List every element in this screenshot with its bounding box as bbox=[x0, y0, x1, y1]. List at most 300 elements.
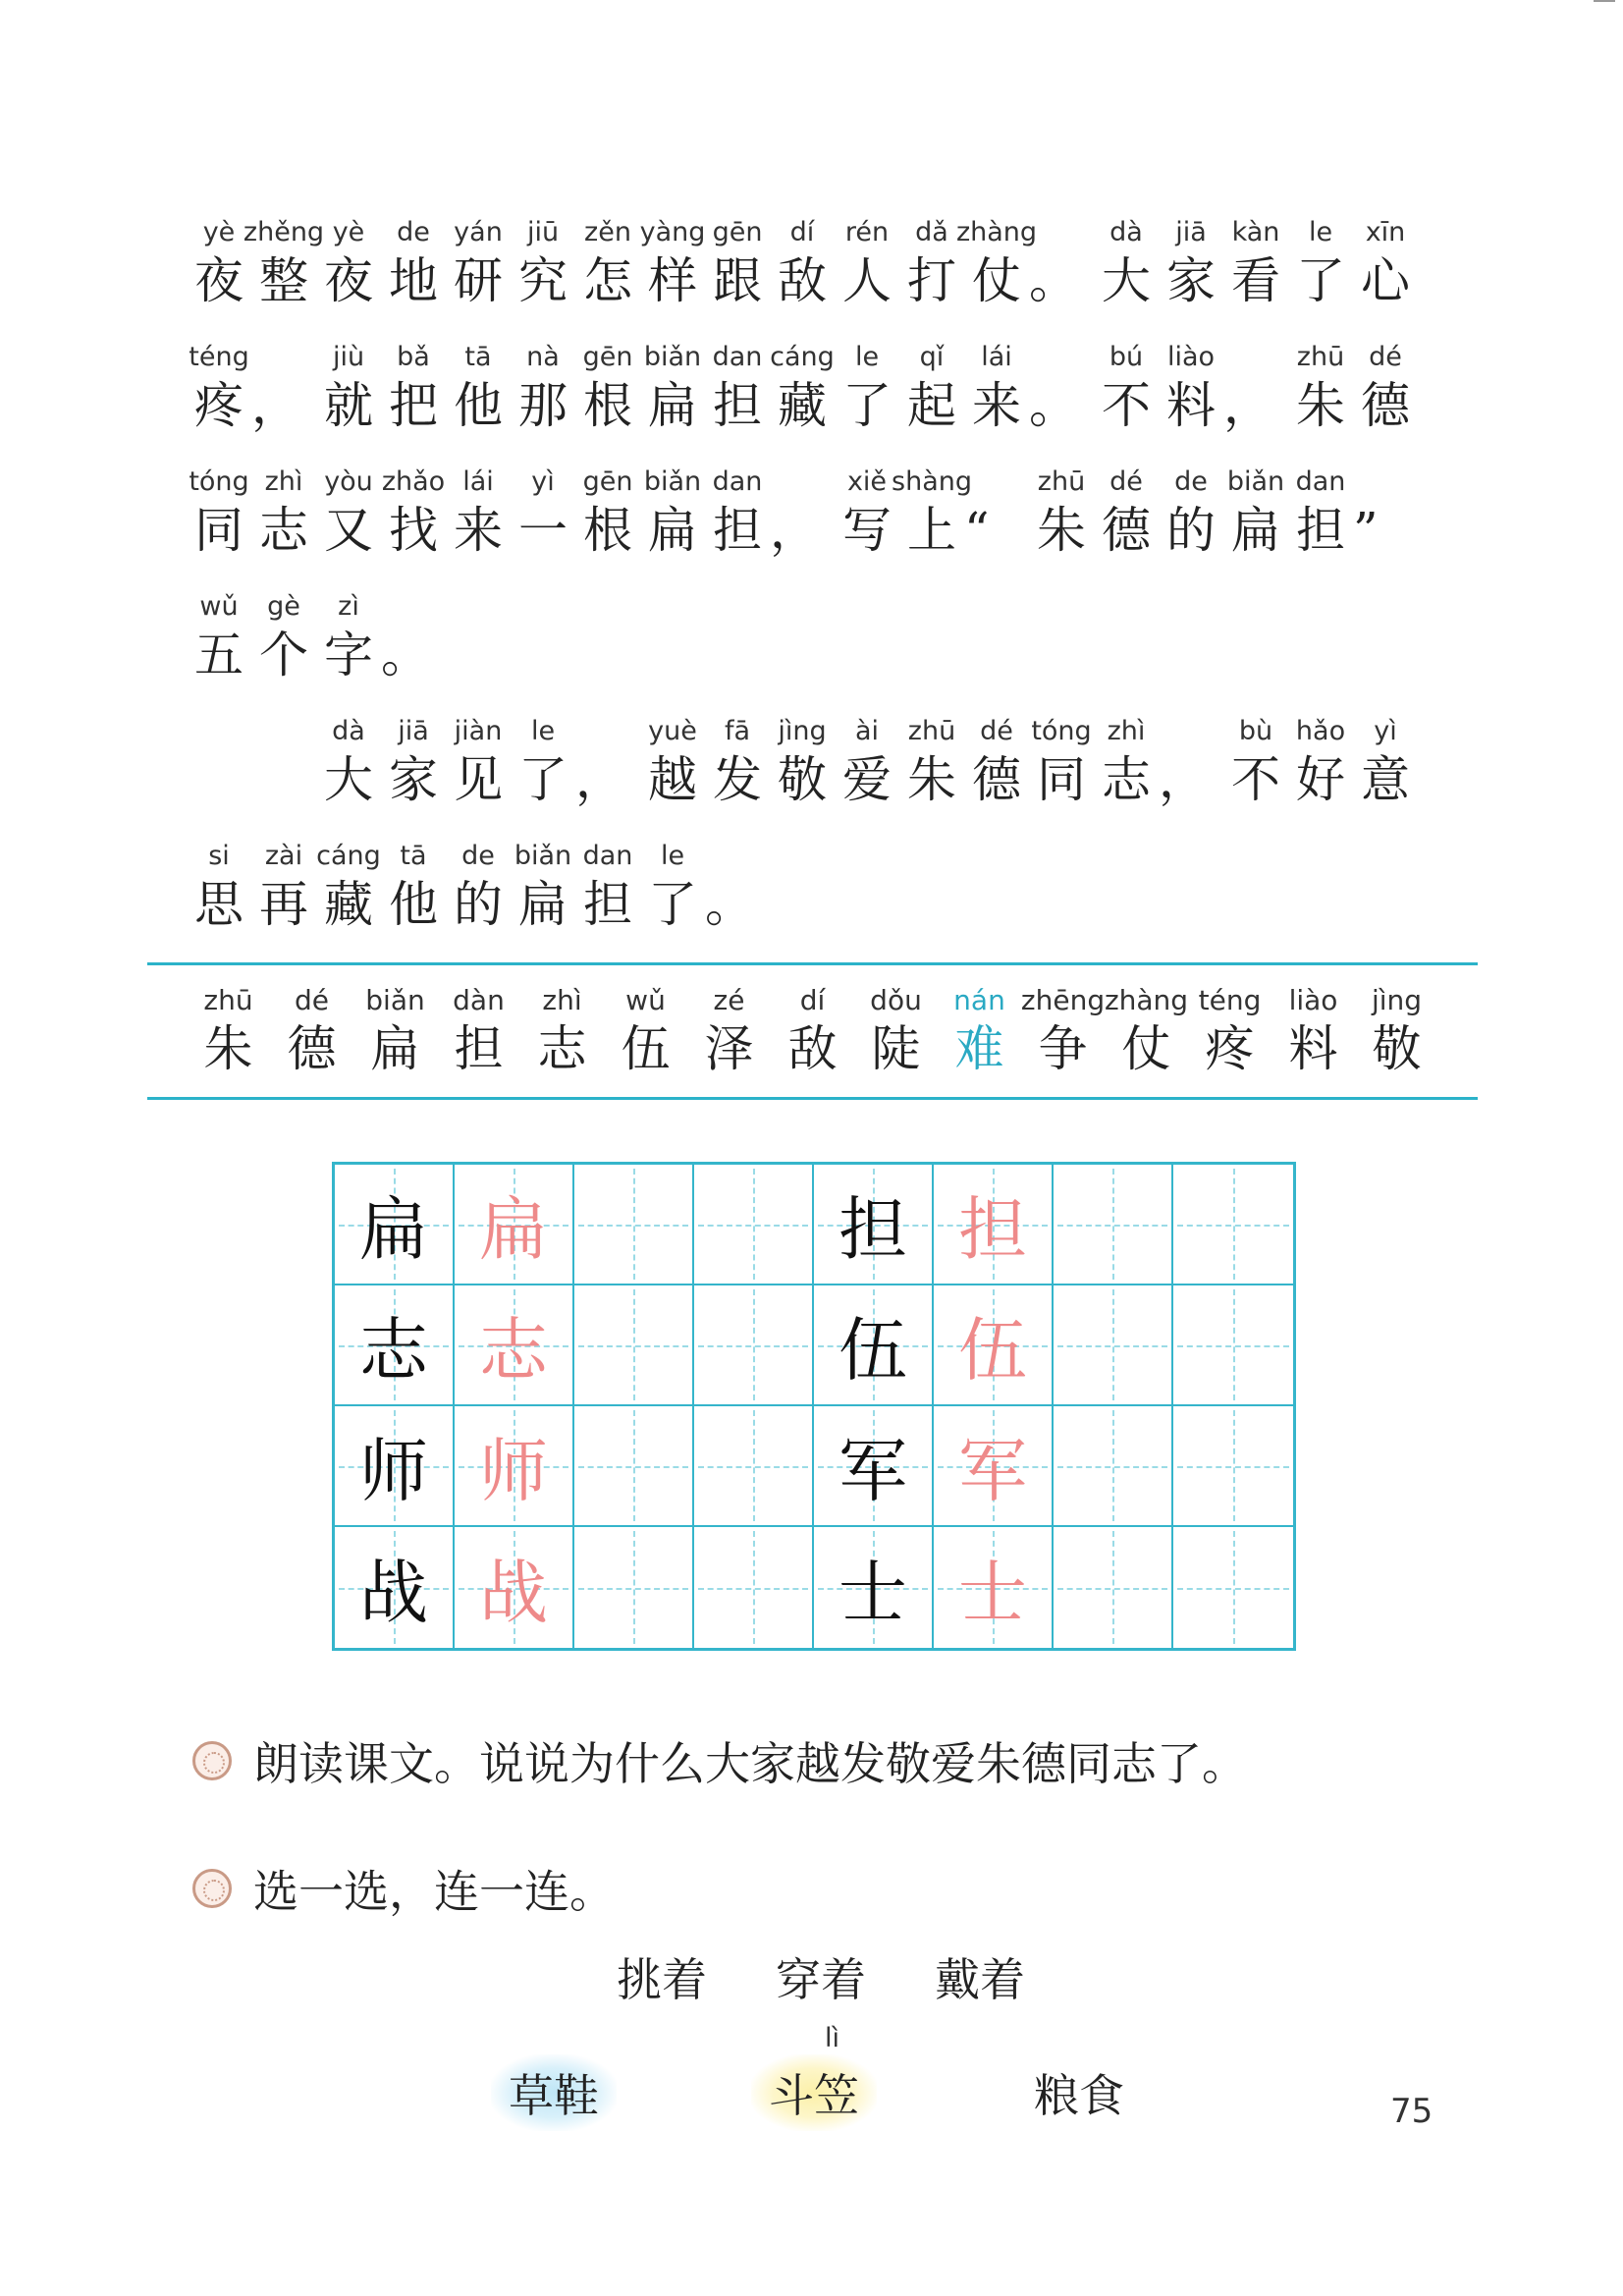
pinyin: gēn bbox=[582, 466, 633, 497]
ruby-character bbox=[640, 215, 705, 311]
ruby-character bbox=[770, 340, 835, 436]
hanzi: 扁 bbox=[518, 876, 568, 933]
hanzi: 扁 bbox=[1231, 502, 1280, 559]
hanzi: 家 bbox=[1166, 252, 1216, 309]
hanzi: 不 bbox=[1231, 751, 1280, 808]
grid-cell bbox=[335, 1165, 455, 1285]
empty-practice-cell[interactable] bbox=[694, 1285, 814, 1406]
ruby-character bbox=[316, 340, 381, 436]
pinyin: le bbox=[1308, 217, 1333, 247]
hanzi: 又 bbox=[324, 502, 373, 559]
hanzi: ， bbox=[1159, 751, 1208, 808]
pinyin: tóng bbox=[189, 466, 249, 497]
hanzi: 字 bbox=[324, 627, 373, 683]
hanzi: 怎 bbox=[583, 252, 632, 309]
hanzi: ， bbox=[251, 377, 300, 434]
empty-practice-cell[interactable] bbox=[1173, 1285, 1293, 1406]
ruby-character bbox=[1094, 215, 1159, 311]
ruby-character bbox=[705, 215, 770, 311]
ruby-character bbox=[187, 340, 251, 436]
pinyin: biǎn bbox=[514, 841, 572, 871]
ruby-character bbox=[511, 340, 575, 436]
hanzi: 扁 bbox=[648, 502, 697, 559]
pinyin: jìng bbox=[778, 716, 827, 746]
hanzi: 他 bbox=[389, 876, 438, 933]
vocab-pinyin: zhàng bbox=[1104, 984, 1189, 1016]
ruby-character bbox=[446, 465, 511, 561]
vocab-character bbox=[353, 983, 437, 1079]
hanzi: 一 bbox=[518, 502, 568, 559]
noun-item[interactable]: 草鞋 bbox=[491, 2054, 617, 2131]
vocab-pinyin: téng bbox=[1198, 984, 1262, 1016]
hanzi: 了 bbox=[1296, 252, 1345, 309]
ruby-character bbox=[1094, 714, 1159, 810]
ruby-character bbox=[1094, 340, 1159, 436]
hanzi: 打 bbox=[907, 252, 956, 309]
hanzi: 。 bbox=[705, 876, 754, 933]
pinyin: zhū bbox=[1296, 342, 1345, 372]
empty-practice-cell[interactable] bbox=[694, 1406, 814, 1527]
hanzi: 朱 bbox=[907, 751, 956, 808]
pinyin: zài bbox=[264, 841, 303, 871]
hanzi: 担 bbox=[713, 377, 762, 434]
vocab-pinyin: nán bbox=[953, 984, 1005, 1016]
vocab-pinyin: biǎn bbox=[365, 984, 425, 1016]
vocab-character bbox=[1188, 983, 1271, 1079]
pinyin: yè bbox=[202, 217, 236, 247]
vocab-hanzi: 疼 bbox=[1205, 1020, 1255, 1077]
empty-practice-cell[interactable] bbox=[574, 1527, 694, 1648]
pinyin: jiū bbox=[526, 217, 560, 247]
grid-cell bbox=[335, 1285, 455, 1406]
ruby-character bbox=[770, 215, 835, 311]
ruby-character bbox=[770, 714, 835, 810]
grid-cell bbox=[814, 1527, 934, 1648]
ruby-character bbox=[446, 839, 511, 935]
vocab-character bbox=[854, 983, 938, 1079]
model-character: 士 bbox=[839, 1553, 907, 1633]
pinyin: cáng bbox=[316, 841, 381, 871]
punctuation bbox=[1353, 465, 1418, 561]
hanzi: 敬 bbox=[778, 751, 827, 808]
model-character: 战 bbox=[359, 1553, 428, 1633]
vocab-hanzi: 敬 bbox=[1372, 1020, 1422, 1077]
ruby-character bbox=[640, 340, 705, 436]
vocab-character bbox=[520, 983, 604, 1079]
hanzi: 那 bbox=[518, 377, 568, 434]
vocab-pinyin: dé bbox=[295, 984, 329, 1016]
hanzi: 地 bbox=[389, 252, 438, 309]
page-number: 75 bbox=[1390, 2092, 1434, 2131]
hanzi: 志 bbox=[259, 502, 308, 559]
pinyin: jiā bbox=[1175, 217, 1207, 247]
pinyin: jiù bbox=[332, 342, 365, 372]
pinyin: bú bbox=[1109, 342, 1144, 372]
passage-line bbox=[187, 685, 1453, 810]
ruby-character bbox=[705, 465, 770, 561]
model-character: 扁 bbox=[359, 1189, 428, 1270]
passage-line bbox=[187, 187, 1453, 311]
task-read-text: 朗读课文。说说为什么大家越发敬爱朱德同志了。 bbox=[253, 1737, 1247, 1790]
passage-line bbox=[187, 311, 1453, 436]
ruby-character bbox=[575, 465, 640, 561]
pinyin: dan bbox=[582, 841, 633, 871]
vocab-character bbox=[1105, 983, 1188, 1079]
corner-mark bbox=[1594, 0, 1615, 2]
pinyin: ài bbox=[854, 716, 880, 746]
vocab-character bbox=[437, 983, 520, 1079]
ruby-character bbox=[381, 714, 446, 810]
hanzi: 样 bbox=[648, 252, 697, 309]
pinyin: qǐ bbox=[919, 342, 945, 372]
vocab-pinyin: zhēng bbox=[1020, 984, 1106, 1016]
hanzi: 担 bbox=[713, 502, 762, 559]
ruby-character bbox=[964, 340, 1029, 436]
ruby-character bbox=[381, 465, 446, 561]
lesson-passage bbox=[187, 187, 1453, 935]
pinyin: gè bbox=[267, 591, 300, 622]
pinyin: tóng bbox=[1031, 716, 1092, 746]
pinyin: zěn bbox=[584, 217, 631, 247]
hanzi: 藏 bbox=[778, 377, 827, 434]
ruby-character bbox=[511, 465, 575, 561]
empty-practice-cell[interactable] bbox=[1054, 1406, 1173, 1527]
trace-character: 担 bbox=[958, 1189, 1027, 1270]
ruby-character bbox=[1223, 465, 1288, 561]
empty-practice-cell[interactable] bbox=[1173, 1165, 1293, 1285]
ruby-character bbox=[187, 215, 251, 311]
ruby-character bbox=[835, 340, 899, 436]
hanzi: ， bbox=[575, 751, 624, 808]
empty-practice-cell[interactable] bbox=[1173, 1406, 1293, 1527]
punctuation bbox=[575, 714, 640, 810]
hanzi: 个 bbox=[259, 627, 308, 683]
pinyin: kàn bbox=[1231, 217, 1280, 247]
pinyin: le bbox=[854, 342, 880, 372]
hanzi: ， bbox=[1223, 377, 1272, 434]
hanzi: 看 bbox=[1231, 252, 1280, 309]
hanzi: 就 bbox=[324, 377, 373, 434]
hanzi: 了 bbox=[648, 876, 697, 933]
vocab-pinyin: dǒu bbox=[870, 984, 922, 1016]
grid-cell bbox=[455, 1285, 574, 1406]
ruby-character bbox=[1223, 215, 1288, 311]
hanzi: 他 bbox=[454, 377, 503, 434]
hanzi: 仗 bbox=[972, 252, 1021, 309]
pinyin: dé bbox=[980, 716, 1013, 746]
punctuation bbox=[381, 589, 446, 685]
hanzi: 夜 bbox=[194, 252, 243, 309]
ruby-character bbox=[1353, 714, 1418, 810]
vocab-hanzi: 仗 bbox=[1121, 1020, 1171, 1077]
pinyin: le bbox=[660, 841, 685, 871]
trace-character: 战 bbox=[479, 1553, 548, 1633]
verb-item[interactable]: 挑着 bbox=[617, 1953, 707, 2006]
hanzi: 大 bbox=[1102, 252, 1151, 309]
vocab-pinyin: jìng bbox=[1371, 984, 1423, 1016]
ruby-character bbox=[640, 465, 705, 561]
vocab-pinyin: dàn bbox=[453, 984, 505, 1016]
vocab-hanzi: 陡 bbox=[871, 1020, 921, 1077]
pinyin: zhū bbox=[1037, 466, 1086, 497]
pinyin: dé bbox=[1369, 342, 1402, 372]
pinyin: de bbox=[461, 841, 495, 871]
vocab-hanzi: 担 bbox=[454, 1020, 504, 1077]
ruby-character bbox=[640, 714, 705, 810]
vocab-character bbox=[604, 983, 687, 1079]
vocab-pinyin: zhì bbox=[542, 984, 582, 1016]
ruby-character bbox=[1288, 714, 1353, 810]
empty-practice-cell[interactable] bbox=[1054, 1165, 1173, 1285]
ruby-character bbox=[575, 215, 640, 311]
ruby-character bbox=[511, 714, 575, 810]
ruby-character bbox=[835, 215, 899, 311]
task-read bbox=[192, 1728, 1247, 1793]
hanzi: 。 bbox=[381, 627, 430, 683]
hanzi: 了 bbox=[842, 377, 892, 434]
hanzi: 上 bbox=[907, 502, 956, 559]
hanzi: 朱 bbox=[1296, 377, 1345, 434]
writing-practice-grid bbox=[332, 1162, 1296, 1651]
hanzi: 见 bbox=[454, 751, 503, 808]
empty-practice-cell[interactable] bbox=[694, 1527, 814, 1648]
pinyin: lái bbox=[981, 342, 1012, 372]
vocab-pinyin: wǔ bbox=[625, 984, 666, 1016]
model-character: 担 bbox=[839, 1189, 907, 1270]
vocab-hanzi: 敌 bbox=[787, 1020, 838, 1077]
trace-character: 扁 bbox=[479, 1189, 548, 1270]
hanzi: 同 bbox=[1037, 751, 1086, 808]
pinyin: dan bbox=[712, 466, 763, 497]
hanzi: 来 bbox=[454, 502, 503, 559]
ruby-character bbox=[705, 340, 770, 436]
punctuation bbox=[770, 465, 835, 561]
ruby-character bbox=[705, 714, 770, 810]
hanzi: 根 bbox=[583, 502, 632, 559]
hanzi: 朱 bbox=[1037, 502, 1086, 559]
pinyin: zhū bbox=[907, 716, 956, 746]
hanzi: 究 bbox=[518, 252, 568, 309]
hanzi: 跟 bbox=[713, 252, 762, 309]
hanzi: 夜 bbox=[324, 252, 373, 309]
ruby-character bbox=[316, 215, 381, 311]
hanzi: 德 bbox=[1361, 377, 1410, 434]
ruby-character bbox=[316, 839, 381, 935]
hanzi: 扁 bbox=[648, 377, 697, 434]
grid-cell bbox=[814, 1165, 934, 1285]
ruby-character bbox=[381, 215, 446, 311]
pinyin: gēn bbox=[582, 342, 633, 372]
grid-cell bbox=[934, 1165, 1054, 1285]
ruby-character bbox=[187, 589, 251, 685]
empty-practice-cell[interactable] bbox=[1054, 1285, 1173, 1406]
pinyin: wǔ bbox=[199, 591, 239, 622]
task-match-text: 选一选，连一连。 bbox=[253, 1865, 615, 1918]
ruby-character bbox=[1288, 215, 1353, 311]
grid-cell bbox=[814, 1285, 934, 1406]
noun-item[interactable]: 粮食 bbox=[1034, 2069, 1124, 2122]
vocab-character bbox=[1271, 983, 1355, 1079]
ruby-character bbox=[381, 340, 446, 436]
pinyin: yì bbox=[531, 466, 555, 497]
pinyin: rén bbox=[844, 217, 890, 247]
ruby-character bbox=[892, 465, 972, 561]
pinyin: dǎ bbox=[915, 217, 948, 247]
ruby-character bbox=[446, 714, 511, 810]
noun-pinyin: lì bbox=[825, 2023, 840, 2053]
punctuation bbox=[1159, 714, 1223, 810]
hanzi: 藏 bbox=[324, 876, 373, 933]
hanzi: 研 bbox=[454, 252, 503, 309]
pinyin: dà bbox=[332, 716, 365, 746]
model-character: 师 bbox=[359, 1431, 428, 1511]
grid-cell bbox=[455, 1527, 574, 1648]
pinyin: xīn bbox=[1365, 217, 1406, 247]
ruby-character bbox=[1353, 215, 1418, 311]
ruby-character bbox=[640, 839, 705, 935]
hanzi: 家 bbox=[389, 751, 438, 808]
trace-character: 士 bbox=[958, 1553, 1027, 1633]
empty-practice-cell[interactable] bbox=[1173, 1527, 1293, 1648]
ruby-character bbox=[316, 465, 381, 561]
ruby-character bbox=[955, 215, 1038, 311]
hanzi: 越 bbox=[648, 751, 697, 808]
hanzi: 意 bbox=[1361, 751, 1410, 808]
pinyin: zhàng bbox=[955, 217, 1038, 247]
ruby-character bbox=[1029, 465, 1094, 561]
vocab-character bbox=[1355, 983, 1438, 1079]
pinyin: jiàn bbox=[454, 716, 503, 746]
pinyin: biǎn bbox=[643, 466, 702, 497]
ruby-character bbox=[187, 839, 251, 935]
hanzi: 。 bbox=[1029, 252, 1078, 309]
pinyin: bǎ bbox=[397, 342, 430, 372]
verb-item[interactable]: 穿着 bbox=[776, 1953, 866, 2006]
hanzi: 五 bbox=[194, 627, 243, 683]
verb-item[interactable]: 戴着 bbox=[935, 1953, 1025, 2006]
hanzi: 。 bbox=[1029, 377, 1078, 434]
ruby-character bbox=[1029, 714, 1094, 810]
vocab-hanzi: 朱 bbox=[203, 1020, 253, 1077]
pinyin: lái bbox=[462, 466, 494, 497]
pinyin: fā bbox=[724, 716, 751, 746]
punctuation bbox=[964, 465, 1029, 561]
ruby-character bbox=[835, 465, 899, 561]
hanzi: 找 bbox=[389, 502, 438, 559]
pinyin: dan bbox=[1295, 466, 1346, 497]
ruby-character bbox=[964, 714, 1029, 810]
ruby-character bbox=[511, 839, 575, 935]
hanzi: 担 bbox=[583, 876, 632, 933]
hanzi: 同 bbox=[194, 502, 243, 559]
vocab-pinyin: zé bbox=[713, 984, 745, 1016]
passage-line bbox=[187, 436, 1453, 561]
ruby-character bbox=[1159, 340, 1223, 436]
empty-practice-cell[interactable] bbox=[1054, 1527, 1173, 1648]
grid-cell bbox=[455, 1165, 574, 1285]
pinyin: gēn bbox=[712, 217, 763, 247]
new-characters-list bbox=[187, 983, 1438, 1079]
vocab-character bbox=[270, 983, 353, 1079]
vocab-hanzi: 志 bbox=[537, 1020, 587, 1077]
vocab-pinyin: zhū bbox=[203, 984, 253, 1016]
ruby-character bbox=[899, 215, 964, 311]
hanzi: 写 bbox=[842, 502, 892, 559]
new-characters-band bbox=[147, 962, 1478, 1100]
pinyin: de bbox=[397, 217, 430, 247]
grid-cell bbox=[934, 1527, 1054, 1648]
ruby-character bbox=[1223, 714, 1288, 810]
pinyin: dé bbox=[1109, 466, 1143, 497]
hanzi: 整 bbox=[259, 252, 308, 309]
hanzi: ， bbox=[770, 502, 819, 559]
empty-practice-cell[interactable] bbox=[574, 1165, 694, 1285]
pinyin: dí bbox=[789, 217, 815, 247]
ruby-character bbox=[381, 839, 446, 935]
vocab-hanzi: 扁 bbox=[370, 1020, 420, 1077]
matching-nouns bbox=[491, 2023, 1178, 2131]
task-match bbox=[192, 1856, 615, 1921]
pinyin: biǎn bbox=[643, 342, 702, 372]
pinyin: yuè bbox=[648, 716, 697, 746]
hanzi: 大 bbox=[324, 751, 373, 808]
ruby-character bbox=[899, 340, 964, 436]
hanzi: 了 bbox=[518, 751, 568, 808]
vocab-character bbox=[771, 983, 854, 1079]
empty-practice-cell[interactable] bbox=[574, 1406, 694, 1527]
matching-verbs bbox=[617, 1944, 1025, 2009]
hanzi: 根 bbox=[583, 377, 632, 434]
empty-practice-cell[interactable] bbox=[574, 1285, 694, 1406]
passage-line bbox=[187, 810, 1453, 935]
ruby-character bbox=[899, 714, 964, 810]
punctuation bbox=[1223, 340, 1288, 436]
pinyin: yán bbox=[454, 217, 503, 247]
pinyin: xiě bbox=[846, 466, 888, 497]
hanzi: 心 bbox=[1361, 252, 1410, 309]
hanzi: 的 bbox=[454, 876, 503, 933]
pinyin: zhì bbox=[1107, 716, 1146, 746]
hanzi: 德 bbox=[972, 751, 1021, 808]
trace-character: 伍 bbox=[958, 1310, 1027, 1391]
punctuation bbox=[1029, 215, 1094, 311]
trace-character: 师 bbox=[479, 1431, 548, 1511]
pinyin: zhì bbox=[264, 466, 303, 497]
pinyin: jiā bbox=[398, 716, 429, 746]
grid-cell bbox=[455, 1406, 574, 1527]
ruby-character bbox=[575, 839, 640, 935]
hanzi: 思 bbox=[194, 876, 243, 933]
hanzi: 再 bbox=[259, 876, 308, 933]
hanzi: 担 bbox=[1296, 502, 1345, 559]
ruby-character bbox=[1094, 465, 1159, 561]
hanzi: 的 bbox=[1166, 502, 1216, 559]
grid-cell bbox=[335, 1527, 455, 1648]
pinyin: cáng bbox=[770, 342, 835, 372]
pinyin: nà bbox=[526, 342, 560, 372]
empty-practice-cell[interactable] bbox=[694, 1165, 814, 1285]
ruby-character bbox=[316, 589, 381, 685]
punctuation bbox=[251, 340, 316, 436]
trace-character: 志 bbox=[479, 1310, 548, 1391]
ruby-character bbox=[251, 465, 316, 561]
grid-cell bbox=[934, 1285, 1054, 1406]
passage-line bbox=[187, 561, 1453, 685]
model-character: 军 bbox=[839, 1431, 907, 1511]
vocab-hanzi: 伍 bbox=[621, 1020, 671, 1077]
noun-item[interactable]: 斗笠 bbox=[751, 2054, 877, 2131]
pinyin: tā bbox=[464, 342, 492, 372]
